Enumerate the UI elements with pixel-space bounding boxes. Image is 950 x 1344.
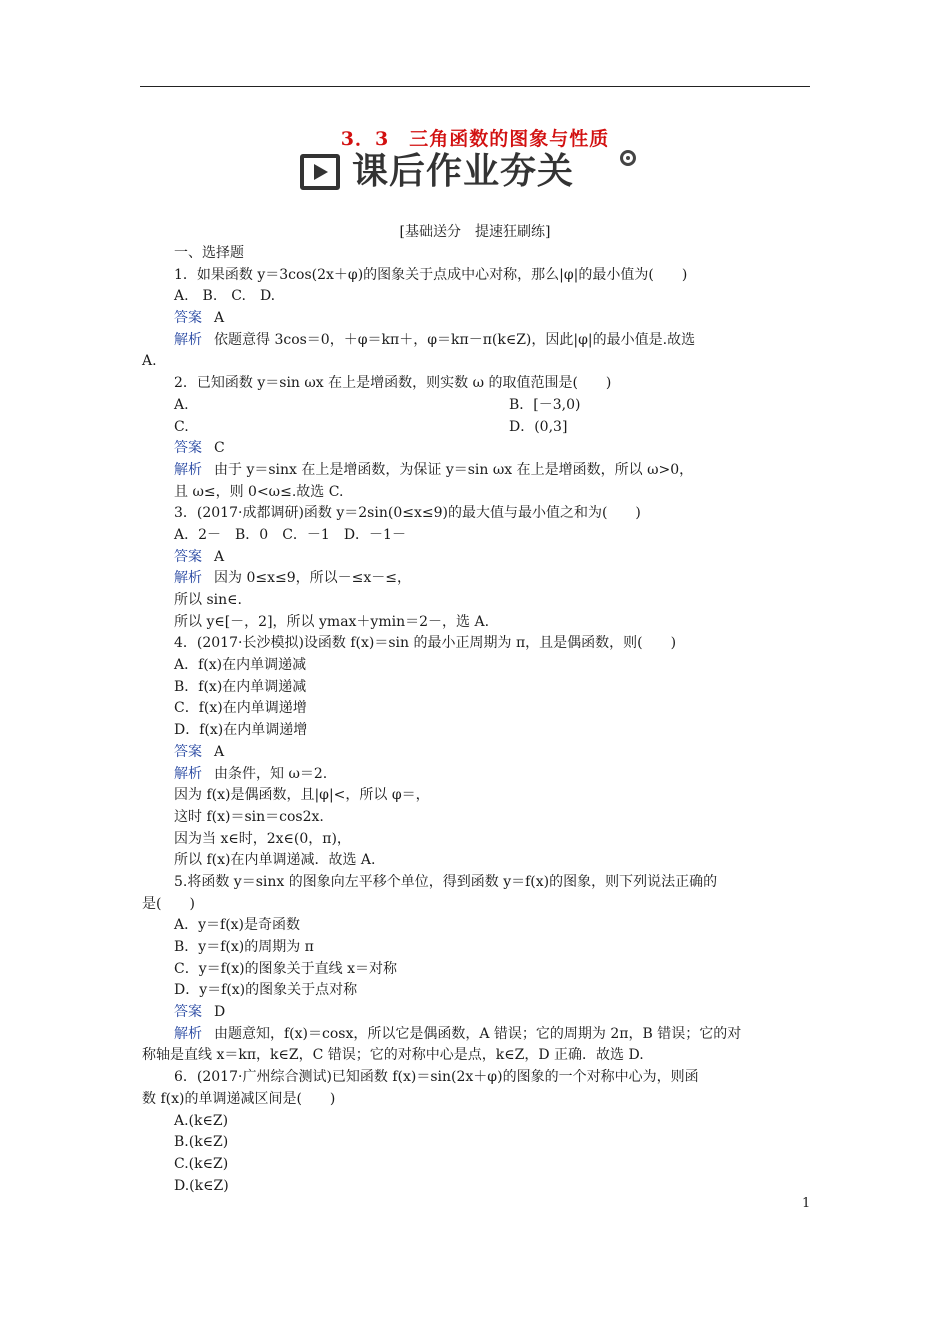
analysis-label: 解析 xyxy=(174,461,202,478)
answer-value: C xyxy=(214,440,225,457)
analysis-label: 解析 xyxy=(174,570,202,587)
q1-options: A. B. C. D. xyxy=(174,288,276,305)
q4-analysis xyxy=(142,764,810,786)
answer-value: A xyxy=(214,743,225,760)
q5-stem-cont: 是( ) xyxy=(142,895,195,912)
q2-options-row2 xyxy=(142,417,810,439)
q1-answer xyxy=(142,308,810,330)
q4-analysis-cont: 所以 f(x)在内单调递减．故选 A. xyxy=(174,852,376,869)
q6-option-b: B.(k∈Z) xyxy=(174,1134,229,1151)
q5-option-c: C．y＝f(x)的图象关于直线 x＝对称 xyxy=(174,960,397,977)
q1-analysis xyxy=(142,330,810,352)
q5-option-a: A．y＝f(x)是奇函数 xyxy=(174,917,301,934)
q3-options: A．2－ B．0 C．－1 D．－1－ xyxy=(174,526,406,543)
q4-option-d: D．f(x)在内单调递增 xyxy=(174,722,308,739)
analysis-label: 解析 xyxy=(174,1025,202,1042)
answer-label: 答案 xyxy=(174,743,202,760)
q6-stem: 6．(2017·广州综合测试)已知函数 f(x)＝sin(2x＋φ)的图象的一个对称中心为，则函 xyxy=(174,1069,699,1086)
page-title: 3．3 三角函数的图象与性质 xyxy=(340,128,610,150)
q4-analysis-cont: 这时 f(x)＝sin＝cos2x. xyxy=(174,808,324,825)
q6-option-d: D.(k∈Z) xyxy=(174,1177,229,1194)
banner-text: 课后作业夯关 xyxy=(352,151,575,192)
q3-analysis-cont: 所以 sin∈. xyxy=(174,592,242,608)
q5-answer xyxy=(142,1002,810,1024)
q4-option-c: C．f(x)在内单调递增 xyxy=(174,700,307,717)
q5-analysis-cont: 称轴是直线 x＝kπ，k∈Z，C 错误；它的对称中心是点，k∈Z，D 正确．故选 D. xyxy=(142,1047,644,1064)
q2-options-row1 xyxy=(142,395,810,417)
analysis-text: 由于 y＝sinx 在上是增函数，为保证 y＝sin ωx 在上是增函数，所以 ω>0， xyxy=(214,461,694,478)
answer-label: 答案 xyxy=(174,548,202,565)
q6-option-a: A.(k∈Z) xyxy=(174,1112,229,1129)
q1-stem: 1．如果函数 y＝3cos(2x＋φ)的图象关于点成中心对称，那么|φ|的最小值为( ) xyxy=(174,266,688,283)
banner xyxy=(300,150,652,198)
q5-option-d: D．y＝f(x)的图象关于点对称 xyxy=(174,982,358,999)
answer-label: 答案 xyxy=(174,310,202,327)
section-heading: 一、选择题 xyxy=(174,245,244,261)
play-icon xyxy=(300,154,340,190)
gear-icon xyxy=(620,150,636,166)
analysis-text: 由条件，知 ω＝2. xyxy=(214,765,328,782)
q4-answer xyxy=(142,742,810,764)
option-c: C. xyxy=(174,418,189,435)
q4-stem: 4．(2017·长沙模拟)设函数 f(x)＝sin 的最小正周期为 π，且是偶函数，则( ) xyxy=(174,635,677,652)
q4-analysis-cont: 因为当 x∈时，2x∈(0，π)， xyxy=(174,830,351,847)
q5-analysis xyxy=(142,1024,810,1046)
analysis-text: 由题意知，f(x)＝cosx，所以它是偶函数，A 错误；它的周期为 2π，B 错误；它的对 xyxy=(214,1025,742,1042)
q2-stem: 2．已知函数 y＝sin ωx 在上是增函数，则实数 ω 的取值范围是( ) xyxy=(174,375,612,392)
q2-analysis xyxy=(142,460,810,482)
q6-stem-cont: 数 f(x)的单调递减区间是( ) xyxy=(142,1090,336,1107)
option-d: D．(0,3] xyxy=(509,418,568,435)
q4-analysis-cont: 因为 f(x)是偶函数，且|φ|<，所以 φ＝， xyxy=(174,787,430,804)
q4-option-a: A．f(x)在内单调递减 xyxy=(174,657,307,674)
q5-stem: 5.将函数 y＝sinx 的图象向左平移个单位，得到函数 y＝f(x)的图象，则下列说法正确的 xyxy=(174,873,718,890)
header-rule xyxy=(140,86,810,87)
q5-option-b: B．y＝f(x)的周期为 π xyxy=(174,939,314,955)
q4-option-b: B．f(x)在内单调递减 xyxy=(174,678,307,695)
answer-label: 答案 xyxy=(174,1004,202,1021)
q2-analysis-cont: 且 ω≤，则 0<ω≤.故选 C. xyxy=(174,483,344,500)
option-a: A. xyxy=(174,396,189,413)
answer-label: 答案 xyxy=(174,440,202,457)
answer-value: D xyxy=(214,1004,226,1021)
document-body xyxy=(142,243,810,1197)
answer-value: A xyxy=(214,548,225,565)
page-number: 1 xyxy=(802,1196,811,1211)
subtitle: [基础送分 提速狂刷练] xyxy=(399,224,551,240)
analysis-text: 因为 0≤x≤9，所以－≤x－≤， xyxy=(214,570,411,587)
q3-analysis xyxy=(142,568,810,590)
q3-answer xyxy=(142,547,810,569)
analysis-text: 依题意得 3cos＝0，＋φ＝kπ＋，φ＝kπ－π(k∈Z)，因此|φ|的最小值是.故选 xyxy=(214,331,696,348)
q2-answer xyxy=(142,438,810,460)
analysis-label: 解析 xyxy=(174,765,202,782)
q3-stem: 3．(2017·成都调研)函数 y＝2sin(0≤x≤9)的最大值与最小值之和为( ) xyxy=(174,505,641,522)
analysis-label: 解析 xyxy=(174,331,202,348)
q1-analysis-cont: A. xyxy=(142,353,157,370)
answer-value: A xyxy=(214,310,225,327)
q3-analysis-cont: 所以 y∈[－，2]，所以 ymax＋ymin＝2－，选 A. xyxy=(174,613,490,630)
q6-option-c: C.(k∈Z) xyxy=(174,1155,229,1172)
option-b: B．[－3,0) xyxy=(509,396,581,413)
